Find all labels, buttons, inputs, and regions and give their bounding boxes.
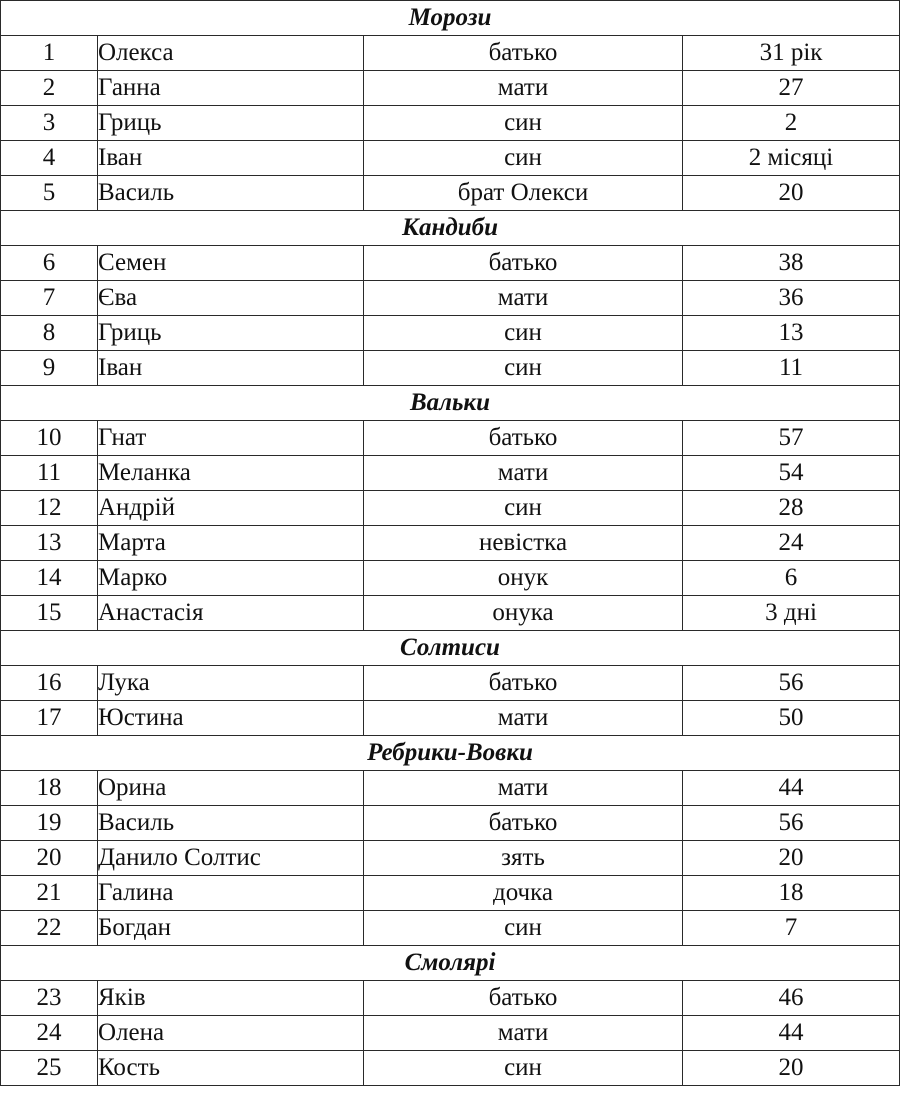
member-name: Юстина: [98, 701, 364, 736]
family-name: Солтиси: [1, 631, 900, 666]
table-row: [1, 281, 900, 316]
table-row: [1, 841, 900, 876]
table-row: [1, 106, 900, 141]
member-role: брат Олекси: [364, 176, 683, 211]
member-role: син: [364, 316, 683, 351]
member-number: 17: [1, 701, 98, 736]
table-row: [1, 596, 900, 631]
member-age: 6: [683, 561, 900, 596]
member-number: 24: [1, 1016, 98, 1051]
member-number: 11: [1, 456, 98, 491]
member-age: 38: [683, 246, 900, 281]
member-number: 13: [1, 526, 98, 561]
member-age: 20: [683, 841, 900, 876]
member-number: 19: [1, 806, 98, 841]
member-number: 21: [1, 876, 98, 911]
table-row: [1, 701, 900, 736]
member-age: 20: [683, 176, 900, 211]
member-name: Гнат: [98, 421, 364, 456]
table-body: [1, 1, 900, 1086]
member-name: Василь: [98, 806, 364, 841]
family-header-row: [1, 1, 900, 36]
member-role: батько: [364, 36, 683, 71]
member-number: 4: [1, 141, 98, 176]
member-number: 25: [1, 1051, 98, 1086]
member-age: 44: [683, 771, 900, 806]
table-row: [1, 421, 900, 456]
member-role: зять: [364, 841, 683, 876]
member-age: 57: [683, 421, 900, 456]
member-role: батько: [364, 666, 683, 701]
member-name: Гриць: [98, 106, 364, 141]
member-role: син: [364, 351, 683, 386]
member-role: мати: [364, 1016, 683, 1051]
member-age: 3 дні: [683, 596, 900, 631]
member-age: 2: [683, 106, 900, 141]
member-role: син: [364, 491, 683, 526]
family-name: Морози: [1, 1, 900, 36]
member-age: 13: [683, 316, 900, 351]
family-name: Ребрики-Вовки: [1, 736, 900, 771]
table-row: [1, 1016, 900, 1051]
member-number: 10: [1, 421, 98, 456]
table-row: [1, 71, 900, 106]
member-age: 2 місяці: [683, 141, 900, 176]
table-row: [1, 351, 900, 386]
member-number: 20: [1, 841, 98, 876]
member-name: Лука: [98, 666, 364, 701]
member-name: Меланка: [98, 456, 364, 491]
member-number: 7: [1, 281, 98, 316]
family-header-row: [1, 946, 900, 981]
table-row: [1, 491, 900, 526]
member-number: 5: [1, 176, 98, 211]
member-role: невістка: [364, 526, 683, 561]
member-number: 12: [1, 491, 98, 526]
table-row: [1, 456, 900, 491]
table-row: [1, 876, 900, 911]
member-number: 3: [1, 106, 98, 141]
table-row: [1, 316, 900, 351]
table-row: [1, 771, 900, 806]
member-name: Олекса: [98, 36, 364, 71]
member-number: 14: [1, 561, 98, 596]
member-name: Анастасія: [98, 596, 364, 631]
member-age: 7: [683, 911, 900, 946]
member-age: 11: [683, 351, 900, 386]
table-row: [1, 176, 900, 211]
family-name: Смолярі: [1, 946, 900, 981]
member-number: 23: [1, 981, 98, 1016]
member-number: 18: [1, 771, 98, 806]
member-name: Галина: [98, 876, 364, 911]
member-role: батько: [364, 246, 683, 281]
member-role: батько: [364, 981, 683, 1016]
member-age: 28: [683, 491, 900, 526]
member-number: 22: [1, 911, 98, 946]
member-name: Олена: [98, 1016, 364, 1051]
table-row: [1, 246, 900, 281]
member-number: 6: [1, 246, 98, 281]
member-name: Семен: [98, 246, 364, 281]
table-row: [1, 1051, 900, 1086]
family-name: Вальки: [1, 386, 900, 421]
family-header-row: [1, 211, 900, 246]
member-age: 36: [683, 281, 900, 316]
member-name: Андрій: [98, 491, 364, 526]
member-name: Ганна: [98, 71, 364, 106]
member-age: 56: [683, 806, 900, 841]
member-role: батько: [364, 806, 683, 841]
family-header-row: [1, 631, 900, 666]
member-name: Єва: [98, 281, 364, 316]
member-age: 27: [683, 71, 900, 106]
member-name: Гриць: [98, 316, 364, 351]
member-role: мати: [364, 701, 683, 736]
member-name: Марко: [98, 561, 364, 596]
member-role: син: [364, 911, 683, 946]
member-age: 50: [683, 701, 900, 736]
member-number: 15: [1, 596, 98, 631]
member-number: 1: [1, 36, 98, 71]
member-name: Кость: [98, 1051, 364, 1086]
member-name: Яків: [98, 981, 364, 1016]
member-role: син: [364, 106, 683, 141]
member-age: 24: [683, 526, 900, 561]
member-number: 8: [1, 316, 98, 351]
member-role: онука: [364, 596, 683, 631]
member-name: Богдан: [98, 911, 364, 946]
member-role: мати: [364, 771, 683, 806]
member-role: мати: [364, 281, 683, 316]
member-age: 31 рік: [683, 36, 900, 71]
family-header-row: [1, 736, 900, 771]
table-row: [1, 666, 900, 701]
member-role: син: [364, 1051, 683, 1086]
table-row: [1, 561, 900, 596]
table-row: [1, 141, 900, 176]
member-number: 16: [1, 666, 98, 701]
family-header-row: [1, 386, 900, 421]
member-age: 56: [683, 666, 900, 701]
table-row: [1, 981, 900, 1016]
table-row: [1, 526, 900, 561]
member-age: 54: [683, 456, 900, 491]
member-age: 46: [683, 981, 900, 1016]
member-number: 2: [1, 71, 98, 106]
member-name: Іван: [98, 351, 364, 386]
member-role: дочка: [364, 876, 683, 911]
member-age: 44: [683, 1016, 900, 1051]
member-name: Іван: [98, 141, 364, 176]
member-name: Данило Солтис: [98, 841, 364, 876]
table-row: [1, 36, 900, 71]
member-role: мати: [364, 456, 683, 491]
member-name: Марта: [98, 526, 364, 561]
member-role: мати: [364, 71, 683, 106]
member-number: 9: [1, 351, 98, 386]
member-name: Орина: [98, 771, 364, 806]
table-row: [1, 911, 900, 946]
member-name: Василь: [98, 176, 364, 211]
member-role: онук: [364, 561, 683, 596]
member-role: батько: [364, 421, 683, 456]
member-role: син: [364, 141, 683, 176]
member-age: 18: [683, 876, 900, 911]
family-name: Кандиби: [1, 211, 900, 246]
member-age: 20: [683, 1051, 900, 1086]
table-row: [1, 806, 900, 841]
